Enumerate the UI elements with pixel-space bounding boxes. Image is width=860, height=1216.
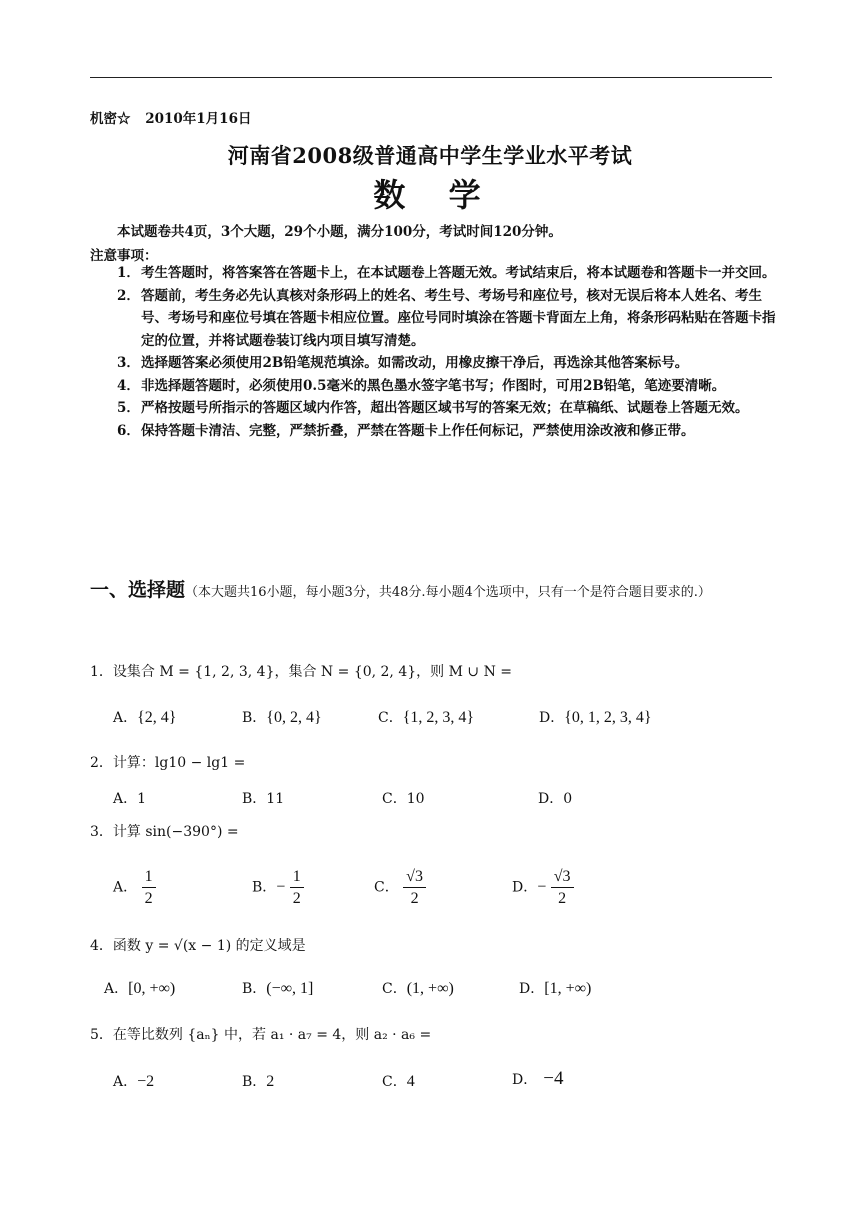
option-value: −4	[543, 1068, 564, 1089]
option-b	[242, 978, 313, 998]
option-label: B．	[242, 791, 267, 807]
option-value: 10	[406, 791, 425, 807]
option-label: B．	[242, 1074, 267, 1090]
option-c	[378, 707, 474, 727]
option-d	[538, 788, 572, 808]
note-text: 考生答题时，将答案答在答题卡上，在本试题卷上答题无效。考试结束后，将本试题卷和答题卡一并交回。	[141, 265, 776, 281]
question-number: 3．	[90, 824, 113, 840]
fraction	[403, 866, 426, 909]
section-description: （本大题共16小题，每小题3分，共48分.每小题4个选项中，只有一个是符合题目要求的.）	[185, 585, 711, 600]
option-value: 1	[137, 791, 147, 807]
question-text: 函数 y = √(x − 1) 的定义域是	[112, 938, 306, 954]
subject-title: 数 学	[373, 176, 497, 214]
option-label: B．	[242, 981, 267, 997]
note-item	[117, 285, 777, 353]
option-value: 4	[406, 1073, 415, 1090]
question-number: 4．	[90, 938, 113, 954]
fraction-numerator: 1	[290, 866, 304, 888]
option-value: {0, 1, 2, 3, 4}	[564, 709, 652, 726]
note-text: 严格按题号所指示的答题区域内作答，超出答题区域书写的答案无效；在草稿纸、试题卷上答题无效。	[141, 400, 749, 416]
question-text: 在等比数列 {aₙ} 中，若 a₁ · a₇ = 4，则 a₂ · a₆ =	[112, 1027, 432, 1043]
option-label: C．	[378, 710, 403, 726]
note-item	[117, 375, 777, 398]
question-stem	[90, 661, 512, 681]
fraction	[551, 866, 574, 909]
option-value: (1, +∞)	[406, 980, 454, 997]
fraction	[290, 866, 304, 909]
option-label: C．	[382, 981, 407, 997]
option-c	[382, 1071, 415, 1091]
exam-intro: 本试题卷共4页，3个大题，29个小题，满分100分，考试时间120分钟。	[117, 224, 562, 240]
question-stem	[90, 821, 239, 841]
note-text: 答题前，考生务必先认真核对条形码上的姓名、考生号、考场号和座位号，核对无误后将本人姓名、考生号、考场号和座位号填在答题卡相应位置。座位号同时填涂在答题卡背面左上角，将条形码粘贴在答题卡指定的位置，并将试题卷装订线内项目填写清楚。	[141, 287, 776, 349]
option-value: 2	[266, 1073, 275, 1090]
exam-title: 河南省2008级普通高中学生学业水平考试	[227, 143, 633, 168]
option-label: D．	[539, 710, 565, 726]
option-label: C．	[374, 879, 399, 896]
question-stem	[90, 1024, 431, 1044]
note-number: 6．	[117, 422, 140, 439]
note-text: 非选择题答题时，必须使用0.5毫米的黑色墨水签字笔书写；作图时，可用2B铅笔，笔迹要清晰。	[141, 377, 726, 394]
fraction-denominator: 2	[292, 890, 301, 907]
option-label: A．	[113, 710, 138, 726]
option-label: C．	[382, 1074, 407, 1090]
option-sign: −	[276, 878, 286, 896]
option-value: [1, +∞)	[544, 980, 592, 997]
fraction-numerator: √3	[551, 866, 574, 888]
option-a	[113, 707, 176, 727]
notes-heading: 注意事项：	[90, 248, 158, 264]
option-label: D．	[512, 879, 538, 896]
option-a	[104, 978, 175, 998]
option-value: {0, 2, 4}	[266, 709, 322, 726]
option-a	[113, 788, 146, 808]
option-label: D．	[538, 791, 564, 807]
option-label: B．	[242, 710, 267, 726]
section-multiple-choice	[90, 574, 775, 609]
option-label: C．	[382, 791, 407, 807]
note-number: 5．	[117, 400, 140, 416]
note-item	[117, 352, 777, 375]
note-text: 选择题答案必须使用2B铅笔规范填涂。如需改动，用橡皮擦干净后，再选涂其他答案标号。	[141, 355, 689, 371]
option-a	[113, 1071, 154, 1091]
option-d	[512, 1068, 563, 1090]
option-value: {1, 2, 3, 4}	[402, 709, 475, 726]
confidential-line	[90, 107, 251, 127]
header-rule	[90, 77, 772, 78]
note-item	[117, 262, 777, 285]
option-b	[242, 1071, 274, 1091]
question-text: 设集合 M = {1, 2, 3, 4}，集合 N = {0, 2, 4}，则 M ∪ N =	[112, 664, 512, 680]
question-number: 5．	[90, 1027, 113, 1043]
option-label: B．	[252, 879, 277, 896]
option-b	[242, 707, 322, 727]
section-title: 一、选择题	[90, 579, 186, 601]
option-c	[374, 866, 426, 909]
option-label: A．	[113, 791, 138, 807]
question-number: 1．	[90, 664, 113, 680]
fraction-denominator: 2	[144, 890, 153, 907]
note-number: 4．	[117, 377, 140, 394]
option-label: A．	[113, 1074, 138, 1090]
question-text: 计算 sin(−390°) =	[112, 824, 239, 840]
fraction	[142, 866, 156, 909]
option-label: D．	[519, 981, 545, 997]
question-text: 计算：lg10 − lg1 =	[112, 755, 246, 771]
question-stem	[90, 752, 245, 772]
note-number: 1．	[117, 265, 140, 281]
note-number: 3．	[117, 355, 140, 371]
option-b	[252, 866, 304, 909]
fraction-numerator: 1	[142, 866, 156, 888]
option-label: A．	[104, 981, 129, 997]
option-value: 11	[266, 791, 285, 807]
option-d	[539, 707, 652, 727]
option-d	[512, 866, 574, 909]
option-value: [0, +∞)	[128, 980, 176, 997]
confidential-label: 机密☆	[90, 111, 131, 127]
option-label: A．	[113, 879, 138, 896]
option-value: (−∞, 1]	[266, 980, 314, 997]
question-number: 2．	[90, 755, 113, 771]
notes-list	[117, 262, 777, 442]
exam-date: 2010年1月16日	[145, 111, 252, 127]
option-label: D．	[512, 1072, 538, 1088]
option-value: {2, 4}	[137, 709, 177, 726]
question-stem	[90, 935, 306, 955]
option-c	[382, 978, 454, 998]
fraction-denominator: 2	[558, 890, 567, 907]
option-value: −2	[137, 1073, 155, 1090]
note-number: 2．	[117, 287, 140, 304]
option-value: 0	[563, 791, 573, 807]
note-item	[117, 397, 777, 420]
option-c	[382, 788, 425, 808]
option-a	[113, 866, 156, 909]
note-text: 保持答题卡清洁、完整，严禁折叠，严禁在答题卡上作任何标记，严禁使用涂改液和修正带。	[141, 422, 695, 439]
note-item	[117, 420, 777, 443]
option-d	[519, 978, 591, 998]
fraction-numerator: √3	[403, 866, 426, 888]
option-sign: −	[537, 878, 547, 896]
fraction-denominator: 2	[410, 890, 419, 907]
option-b	[242, 788, 284, 808]
